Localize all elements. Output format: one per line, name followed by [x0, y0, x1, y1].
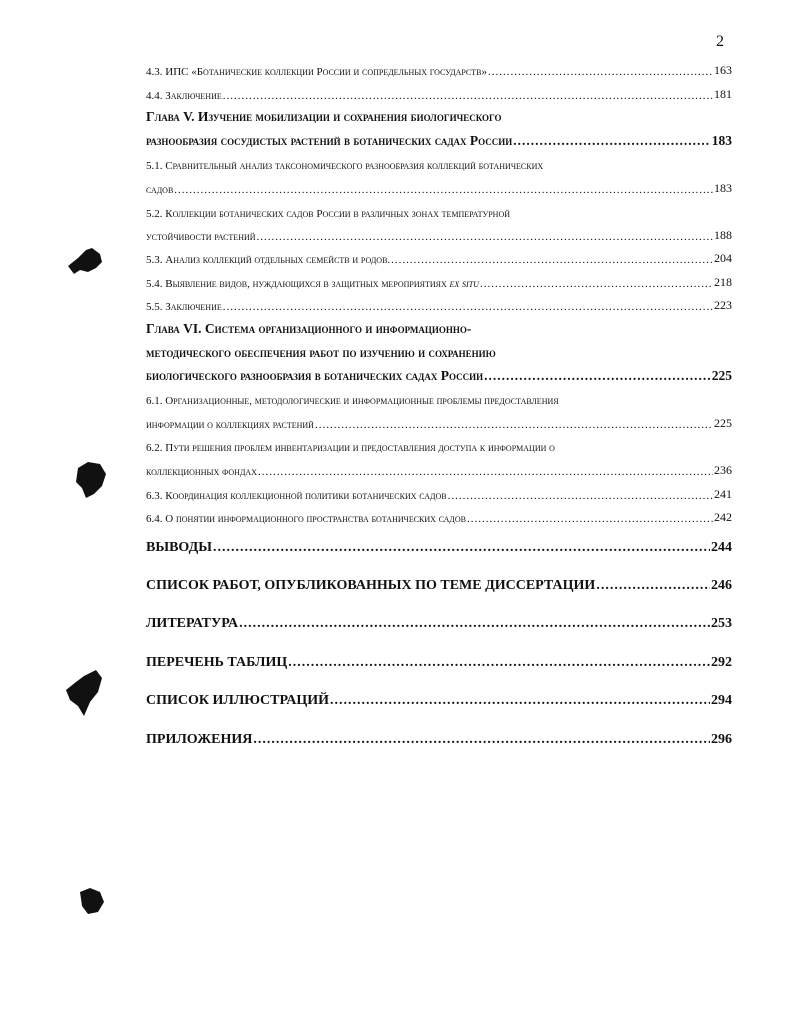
dot-leader — [484, 368, 711, 384]
dot-leader — [467, 513, 713, 525]
toc-entry-5-1-line2[interactable] — [146, 176, 732, 196]
toc-entry-title: 6.4. О понятии информационного пространства ботанических садов — [146, 513, 466, 525]
dot-leader — [480, 278, 713, 290]
dot-leader — [315, 419, 713, 431]
toc-entry-page: 294 — [711, 693, 732, 708]
toc-entry-title: ВЫВОДЫ — [146, 540, 212, 555]
dot-leader — [391, 254, 713, 266]
toc-entry-title-italic: ex situ — [449, 278, 479, 290]
page-number: 2 — [716, 33, 724, 50]
toc-entry-title: 6.3. Координация коллекционной политики ботанических садов — [146, 490, 447, 502]
toc-chapter-5-line1[interactable] — [146, 105, 732, 125]
toc-literature[interactable] — [146, 612, 732, 632]
toc-chapter-6-line2[interactable] — [146, 341, 732, 361]
toc-chapter-title: методического обеспечения работ по изучению и сохранению — [146, 345, 496, 360]
toc-tables[interactable] — [146, 651, 732, 671]
toc-chapter-title: Глава V. Изучение мобилизации и сохранения биологического — [146, 109, 502, 124]
toc-entry-title: 4.3. ИПС «Ботанические коллекции России и сопредельных государств» — [146, 66, 487, 78]
toc-entry-page: 188 — [714, 228, 732, 242]
toc-entry-page: 225 — [714, 416, 732, 430]
dot-leader — [513, 133, 711, 149]
toc-entry-title: ПЕРЕЧЕНЬ ТАБЛИЦ — [146, 655, 288, 670]
toc-entry-page: 296 — [711, 732, 732, 747]
toc-entry-title: устойчивости растений — [146, 231, 256, 243]
toc-entry-title: 6.2. Пути решения проблем инвентаризации и предоставления доступа к информации о — [146, 442, 555, 454]
dot-leader — [239, 616, 710, 632]
scan-blot — [62, 668, 106, 720]
toc-entry-page: 218 — [714, 275, 732, 289]
dot-leader — [258, 466, 713, 478]
toc-entry-page: 246 — [711, 578, 732, 593]
toc-entry-5-1-line1[interactable] — [146, 152, 732, 172]
toc-entry-page: 225 — [711, 368, 732, 383]
dot-leader — [223, 90, 713, 102]
toc-entry-6-1-line2[interactable] — [146, 411, 732, 431]
toc-publications[interactable] — [146, 574, 732, 594]
toc-entry-page: 223 — [714, 298, 732, 312]
toc-entry-5-2-line1[interactable] — [146, 200, 732, 220]
toc-chapter-6-line1[interactable] — [146, 317, 732, 337]
toc-entry-page: 244 — [711, 540, 732, 555]
dot-leader — [174, 184, 713, 196]
toc-entry-title: 5.1. Сравнительный анализ таксономического разнообразия коллекций ботанических — [146, 160, 544, 172]
toc-entry-title: СПИСОК РАБОТ, ОПУБЛИКОВАННЫХ ПО ТЕМЕ ДИССЕРТАЦИИ — [146, 578, 596, 593]
toc-entry-6-4[interactable] — [146, 505, 732, 525]
scan-blot — [66, 246, 106, 278]
toc-chapter-title: Глава VI. Система организационного и информационно- — [146, 321, 472, 336]
toc-entry-title: коллекционных фондах — [146, 466, 257, 478]
dot-leader — [223, 301, 713, 313]
toc-entry-6-2-line2[interactable] — [146, 458, 732, 478]
toc-entry-page: 236 — [714, 463, 732, 477]
dot-leader — [448, 490, 713, 502]
toc-entry-page: 181 — [714, 87, 732, 101]
toc-chapter-title: биологического разнообразия в ботанических садах России — [146, 368, 484, 383]
toc-entry-6-1-line1[interactable] — [146, 387, 732, 407]
toc-entry-page: 242 — [714, 510, 732, 524]
toc-entry-6-3[interactable] — [146, 482, 732, 502]
toc-entry-5-3[interactable] — [146, 246, 732, 266]
toc-illustrations[interactable] — [146, 689, 732, 709]
toc-entry-5-2-line2[interactable] — [146, 223, 732, 243]
toc-entry-title-text: 5.4. Выявление видов, нуждающихся в защитных мероприятиях — [146, 278, 447, 290]
toc-entry-title: информации о коллекциях растений — [146, 419, 314, 431]
toc-entry-title: 4.4. Заключение — [146, 90, 222, 102]
toc-chapter-6-line3[interactable] — [146, 364, 732, 384]
toc-entry-page: 253 — [711, 616, 732, 631]
toc-entry-page: 241 — [714, 487, 732, 501]
toc-entry-5-4[interactable] — [146, 270, 732, 290]
dot-leader — [213, 540, 710, 556]
toc-entry-page: 204 — [714, 251, 732, 265]
toc-entry-title: ПРИЛОЖЕНИЯ — [146, 732, 253, 747]
toc-entry-title: 6.1. Организационные, методологические и информационные проблемы предоставления — [146, 395, 559, 407]
toc-entry-5-5[interactable] — [146, 293, 732, 313]
toc-entry-page: 163 — [714, 63, 732, 77]
dot-leader — [488, 66, 713, 78]
toc-entry-6-2-line1[interactable] — [146, 434, 732, 454]
toc-entry-4-4[interactable] — [146, 82, 732, 102]
toc-entry-page: 183 — [714, 181, 732, 195]
toc-chapter-title: разнообразия сосудистых растений в ботанических садах России — [146, 133, 513, 148]
toc-entry-title: ЛИТЕРАТУРА — [146, 616, 239, 631]
dot-leader — [596, 578, 710, 594]
dot-leader — [253, 732, 710, 748]
dot-leader — [257, 231, 713, 243]
toc-entry-title: 5.3. Анализ коллекций отдельных семейств и родов. — [146, 254, 391, 266]
toc-entry-title: 5.2. Коллекции ботанических садов России в различных зонах температурной — [146, 208, 511, 220]
toc-conclusions[interactable] — [146, 536, 732, 556]
dot-leader — [330, 693, 710, 709]
toc-entry-title: садов — [146, 184, 174, 196]
toc-entry-title — [146, 278, 479, 290]
toc-entry-title: 5.5. Заключение — [146, 301, 222, 313]
toc-entry-page: 292 — [711, 655, 732, 670]
dot-leader — [288, 655, 710, 671]
scan-blot — [72, 460, 108, 500]
toc-appendices[interactable] — [146, 728, 732, 748]
toc-chapter-5-line2[interactable] — [146, 129, 732, 149]
toc-entry-page: 183 — [711, 133, 732, 148]
scan-blot — [76, 886, 106, 916]
toc-entry-4-3[interactable] — [146, 58, 732, 78]
toc-entry-title: СПИСОК ИЛЛЮСТРАЦИЙ — [146, 693, 330, 708]
